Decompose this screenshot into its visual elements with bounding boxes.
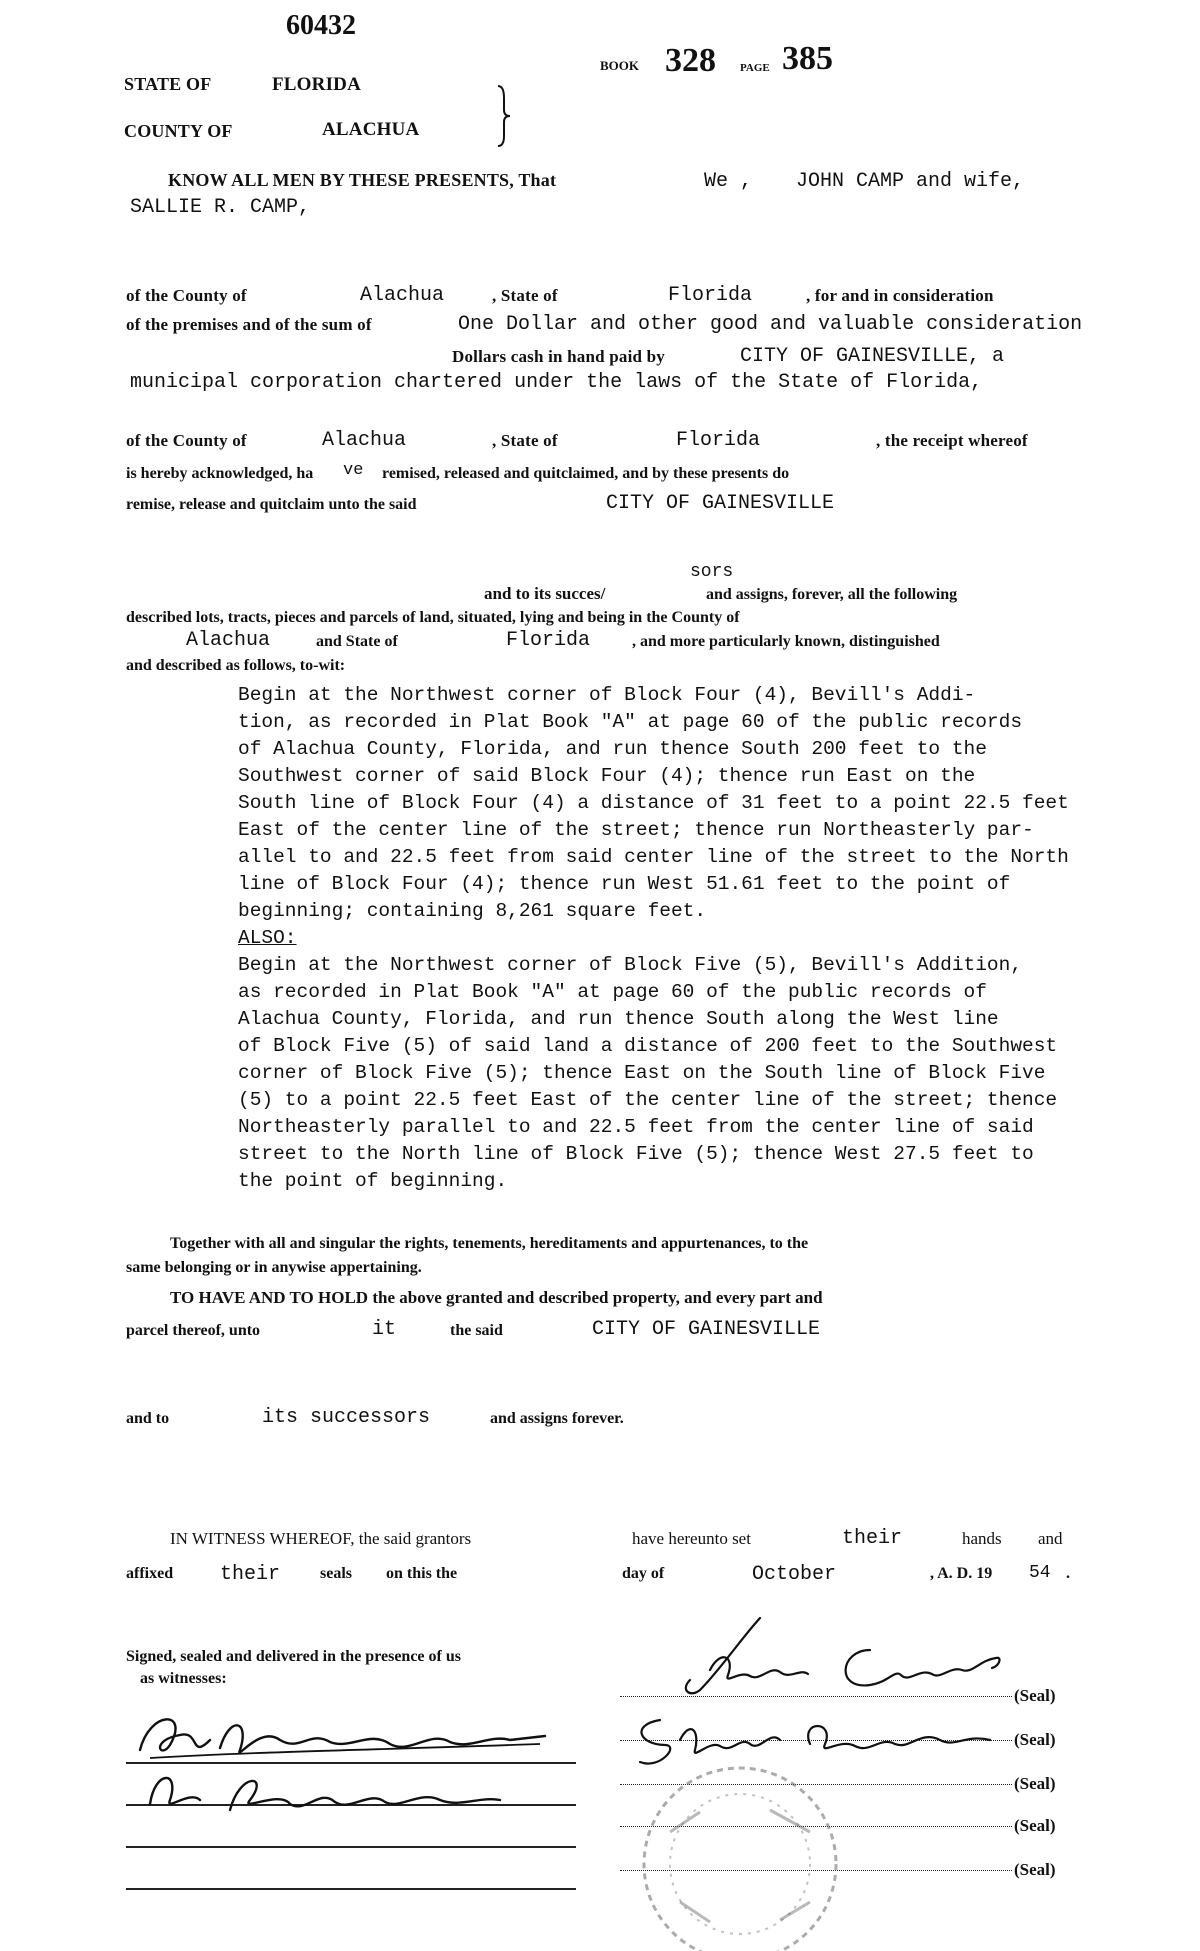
seal-label: (Seal) [1014,1860,1056,1879]
witness-hands: hands [962,1529,1002,1548]
together-line1: Together with all and singular the rights, tenements, hereditaments and appurtenances, to the [170,1235,809,1252]
seal-label: (Seal) [1014,1730,1056,1749]
instrument-number: 60432 [286,10,356,41]
legal-line: Alachua County, Florida, and run thence South along the West line [238,1008,999,1030]
grantee-county-value: Alachua [322,429,407,452]
seal-label: (Seal) [1014,1816,1056,1835]
consideration-value: One Dollar and other good and valuable consideration [458,313,1083,336]
habendum-county-value: Alachua [186,629,271,652]
legal-line: line of Block Four (4); thence run West 51.61 feet to the point of [238,873,1011,895]
seal-label: (Seal) [1014,1686,1056,1705]
habendum-line4: and described as follows, to-wit: [126,657,346,674]
preamble-we: We , [704,170,753,193]
seal-label: (Seal) [1014,1774,1056,1793]
quitclaim-lead: remise, release and quitclaim unto the said [126,496,417,513]
legal-line: as recorded in Plat Book "A" at page 60 of the public records of [238,981,987,1003]
habendum-line3-b: , and more particularly known, distinguished [632,633,940,650]
together-line2: same belonging or in anywise appertaining. [126,1259,422,1276]
ad-label: , A. D. 19 [930,1565,993,1582]
acknowledged-ve: ve [343,461,364,480]
official-seal-stamp-icon [610,1752,870,1948]
unto-it: it [372,1318,397,1341]
preamble-lead: KNOW ALL MEN BY THESE PRESENTS, That [168,170,557,190]
grantor-names-2: SALLIE R. CAMP, [130,196,311,219]
successors-value: its successors [262,1406,431,1429]
state-label: STATE OF [124,74,212,94]
presence-line1: Signed, sealed and delivered in the presence of us [126,1648,461,1665]
county-value: ALACHUA [322,119,420,140]
grantee-name-line1: CITY OF GAINESVILLE, a [740,345,1005,368]
grantee-state-label: , State of [492,431,558,450]
grantee-state-value: Florida [676,429,761,452]
and-to-label: and to [126,1410,170,1427]
grantor-county-label: of the County of [126,286,247,305]
affixed-seals: seals [320,1565,352,1582]
book-label: BOOK [600,58,640,73]
legal-line: corner of Block Five (5); thence East on the South line of Block Five [238,1062,1046,1084]
acknowledged-line-a: is hereby acknowledged, ha [126,465,314,482]
unto-grantee: CITY OF GAINESVILLE [592,1318,821,1341]
state-value: FLORIDA [272,74,362,95]
grantor-state-value: Florida [668,284,753,307]
page-label: PAGE [740,62,770,74]
dollars-paid-label: Dollars cash in hand paid by [452,347,665,366]
unto-the-said: the said [450,1322,503,1339]
legal-line: street to the North line of Block Five (5); thence West 27.5 feet to [238,1143,1034,1165]
on-this-the: on this the [386,1565,458,1582]
affixed-their: their [220,1563,281,1586]
legal-line: Begin at the Northwest corner of Block Four (4), Bevill's Addi- [238,684,976,706]
grantor-names-1: JOHN CAMP and wife, [796,170,1025,193]
witness-their: their [842,1527,903,1550]
legal-line: beginning; containing 8,261 square feet. [238,900,707,922]
witness-lead: IN WITNESS WHEREOF, the said grantors [170,1529,472,1548]
successors-insert: sors [690,562,734,582]
habendum-state-label: and State of [316,633,398,650]
habendum-line1-b: and assigns, forever, all the following [706,586,958,603]
unto-label: parcel thereof, unto [126,1322,261,1339]
legal-line: of Block Five (5) of said land a distance of 200 feet to the Southwest [238,1035,1058,1057]
year-end: . [1066,1565,1070,1582]
grantor-county-value: Alachua [360,284,445,307]
grantee-name-line2: municipal corporation chartered under the laws of the State of Florida, [130,371,983,394]
consideration-lead: , for and in consideration [806,286,994,305]
legal-line: the point of beginning. [238,1170,508,1192]
sum-label: of the premises and of the sum of [126,315,372,334]
witness-signature-2 [130,1760,510,1820]
book-number: 328 [665,42,716,79]
brace-icon [492,84,512,148]
legal-line: Northeasterly parallel to and 22.5 feet from the center line of said [238,1116,1034,1138]
legal-line: Southwest corner of said Block Four (4); thence run East on the [238,765,976,787]
receipt-lead: , the receipt whereof [876,431,1028,450]
witness-have: have hereunto set [632,1529,751,1548]
day-of: day of [622,1565,665,1582]
county-label: COUNTY OF [124,121,233,141]
legal-line: (5) to a point 22.5 feet East of the center line of the street; thence [238,1089,1058,1111]
legal-line: Begin at the Northwest corner of Block Five (5), Bevill's Addition, [238,954,1023,976]
witness-line-4 [126,1888,576,1890]
legal-line: South line of Block Four (4) a distance of 31 feet to a point 22.5 feet [238,792,1069,814]
quitclaim-grantee: CITY OF GAINESVILLE [606,492,835,515]
habendum-state-value: Florida [506,629,591,652]
to-have-line: TO HAVE AND TO HOLD the above granted and described property, and every part and [170,1288,823,1307]
page-number: 385 [782,40,833,77]
legal-line: of Alachua County, Florida, and run thence South 200 feet to the [238,738,987,760]
witness-and: and [1038,1529,1063,1548]
year-value: 54 [1029,1563,1051,1583]
grantee-county-label: of the County of [126,431,247,450]
witness-line-3 [126,1846,576,1848]
assigns-forever: and assigns forever. [490,1410,624,1427]
presence-line2: as witnesses: [140,1670,227,1687]
legal-line: tion, as recorded in Plat Book "A" at page 60 of the public records [238,711,1023,733]
grantor-signature-john-camp [640,1610,1010,1700]
also-heading: ALSO: [238,927,297,949]
grantor-state-label: , State of [492,286,558,305]
legal-line: allel to and 22.5 feet from said center line of the street to the North [238,846,1069,868]
month-value: October [752,1563,837,1586]
habendum-line2: described lots, tracts, pieces and parcels of land, situated, lying and being in the County of [126,609,740,626]
habendum-line1-a: and to its succes/ [484,584,606,603]
affixed-label: affixed [126,1565,174,1582]
legal-line: East of the center line of the street; thence run Northeasterly par- [238,819,1034,841]
acknowledged-line-b: remised, released and quitclaimed, and by these presents do [382,465,790,482]
